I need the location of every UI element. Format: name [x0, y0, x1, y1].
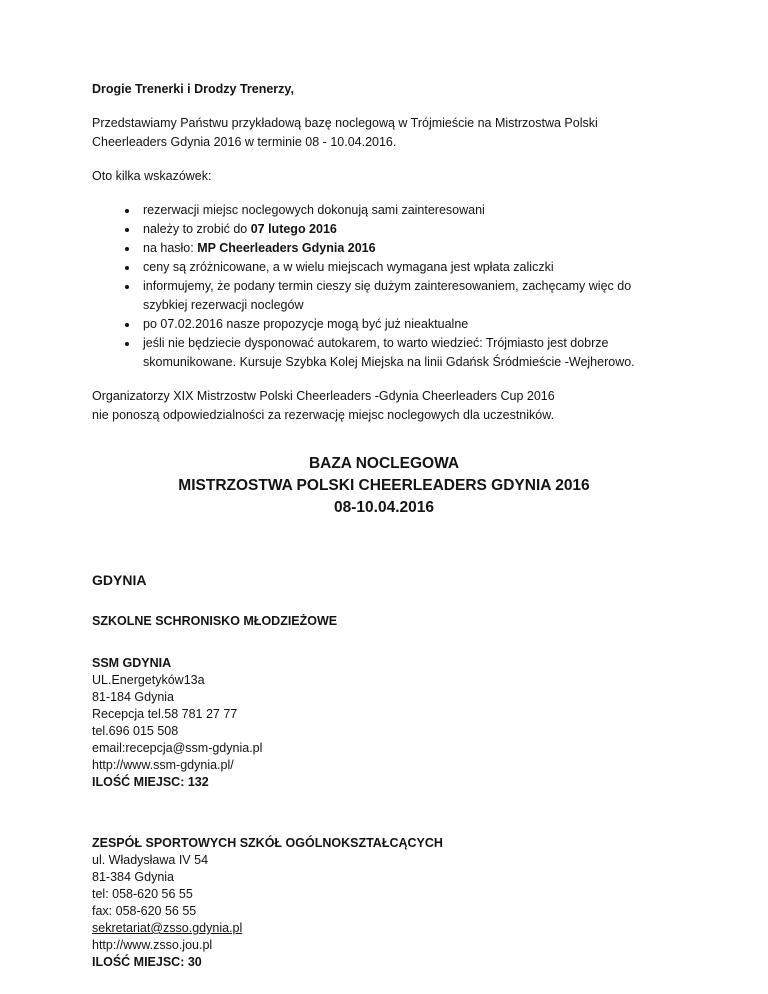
salutation: Drogie Trenerki i Drodzy Trenerzy, — [92, 82, 294, 96]
venue-ssm-gdynia — [92, 655, 676, 791]
tips-intro: Oto kilka wskazówek: — [92, 169, 212, 183]
venue-phone-line: Recepcja tel.58 781 27 77 — [92, 707, 238, 721]
document-title-block — [92, 453, 676, 519]
venue-zsso — [92, 835, 676, 971]
title-line3: 08-10.04.2016 — [334, 499, 434, 516]
list-item-text: po 07.02.2016 nasze propozycje mogą być już nieaktualne — [143, 317, 469, 331]
list-item — [139, 315, 676, 334]
list-item-bold-text: 07 lutego 2016 — [250, 222, 337, 236]
venue-email-link[interactable]: sekretariat@zsso.gdynia.pl — [92, 921, 243, 935]
list-item-bold-text: MP Cheerleaders Gdynia 2016 — [197, 241, 376, 255]
list-item — [139, 239, 676, 258]
venue-name: SSM GDYNIA — [92, 656, 172, 670]
venue-address-line: UL.Energetyków13a — [92, 673, 205, 687]
disclaimer-line1: Organizatorzy XIX Mistrzostw Polski Cheerleaders -Gdynia Cheerleaders Cup 2016 — [92, 389, 555, 403]
venue-fax-line: fax: 058-620 56 55 — [92, 904, 197, 918]
venue-website-line: http://www.ssm-gdynia.pl/ — [92, 758, 234, 772]
venue-capacity: ILOŚĆ MIEJSC: 30 — [92, 955, 202, 969]
venue-capacity: ILOŚĆ MIEJSC: 132 — [92, 775, 209, 789]
list-item — [139, 201, 676, 220]
title-line1: BAZA NOCLEGOWA — [308, 455, 460, 472]
disclaimer-line2: nie ponoszą odpowiedzialności za rezerwację miejsc noclegowych dla uczestników. — [92, 408, 555, 422]
list-item-text: należy to zrobić do — [143, 222, 251, 236]
venue-website-line: http://www.zsso.jou.pl — [92, 938, 213, 952]
list-item-text: informujemy, że podany termin cieszy się dużym zainteresowaniem, zachęcamy więc do szybkiej rezerwacji noclegów — [143, 279, 632, 312]
intro-paragraph-line2: Cheerleaders Gdynia 2016 w terminie 08 - 10.04.2016. — [92, 135, 397, 149]
venue-address-line: 81-384 Gdynia — [92, 870, 175, 884]
city-heading: GDYNIA — [92, 572, 147, 588]
list-item-text: rezerwacji miejsc noclegowych dokonują sami zainteresowani — [143, 203, 485, 217]
title-line2: MISTRZOSTWA POLSKI CHEERLEADERS GDYNIA 2016 — [178, 477, 590, 494]
list-item — [139, 277, 676, 315]
venue-email-line: email:recepcja@ssm-gdynia.pl — [92, 741, 263, 755]
intro-paragraph-line1: Przedstawiamy Państwu przykładową bazę noclegową w Trójmieście na Mistrzostwa Polski — [92, 116, 598, 130]
venue-phone-line: tel: 058-620 56 55 — [92, 887, 193, 901]
venue-phone-line: tel.696 015 508 — [92, 724, 179, 738]
section-heading: SZKOLNE SCHRONISKO MŁODZIEŻOWE — [92, 614, 338, 628]
list-item-text: na hasło: — [143, 241, 198, 255]
tips-list — [92, 201, 676, 372]
venue-address-line: 81-184 Gdynia — [92, 690, 175, 704]
venue-address-line: ul. Władysława IV 54 — [92, 853, 209, 867]
list-item — [139, 220, 676, 239]
list-item — [139, 258, 676, 277]
venue-name: ZESPÓŁ SPORTOWYCH SZKÓŁ OGÓLNOKSZTAŁCĄCYCH — [92, 836, 443, 850]
list-item — [139, 334, 676, 372]
intro-paragraph — [92, 114, 676, 152]
list-item-text: ceny są zróżnicowane, a w wielu miejscach wymagana jest wpłata zaliczki — [143, 260, 554, 274]
disclaimer — [92, 387, 676, 425]
list-item-text: jeśli nie będziecie dysponować autokarem, to warto wiedzieć: Trójmiasto jest dobrze skomunikowane. Kursuje Szybka Kolej Miejska na linii Gdańsk Śródmieście -Wejherowo. — [143, 336, 635, 369]
